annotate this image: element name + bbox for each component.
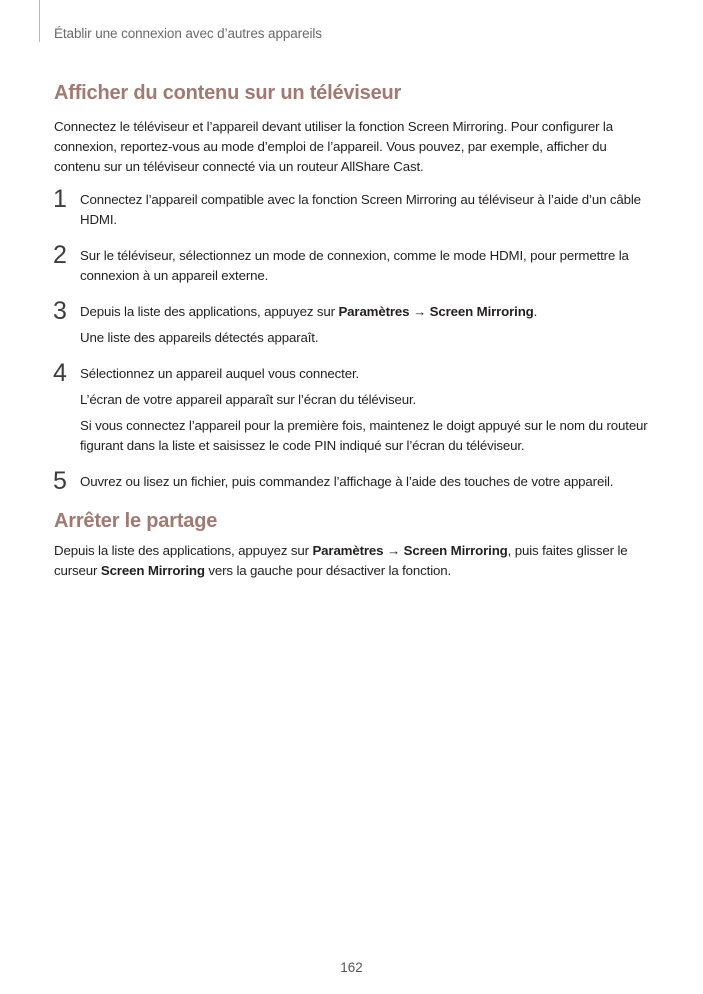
margin-rule — [39, 0, 40, 42]
step-1 — [53, 185, 654, 230]
page-content — [54, 80, 654, 581]
menu-screen-mirroring-label: Screen Mirroring — [429, 304, 534, 319]
paragraph-pre: Depuis la liste des applications, appuyez sur — [54, 543, 313, 558]
step-number: 1 — [53, 185, 67, 213]
slider-screen-mirroring-label: Screen Mirroring — [100, 563, 205, 578]
step-3 — [53, 297, 654, 348]
stop-sharing-paragraph — [54, 541, 654, 581]
step-text: Sélectionnez un appareil auquel vous connecter. — [80, 366, 360, 381]
step-number: 4 — [53, 359, 67, 387]
menu-settings-label: Paramètres — [338, 304, 410, 319]
arrow-glyph: → — [383, 543, 404, 558]
step-text: Connectez l’appareil compatible avec la fonction Screen Mirroring au téléviseur à l’aide d’un câble HDMI. — [80, 192, 641, 227]
step-text: Ouvrez ou lisez un fichier, puis commandez l’affichage à l’aide des touches de votre appareil. — [80, 474, 614, 489]
step-4 — [53, 359, 654, 456]
step-subtext: Si vous connectez l’appareil pour la première fois, maintenez le doigt appuyé sur le nom du routeur figurant dans la liste et saisissez le code PIN indiqué sur l’écran du téléviseur. — [80, 418, 648, 453]
section-title-stop-sharing: Arrêter le partage — [54, 510, 218, 532]
steps-list — [53, 185, 654, 495]
arrow-glyph: → — [409, 304, 430, 319]
step-text — [80, 302, 654, 322]
paragraph-post: vers la gauche pour désactiver la fonction. — [204, 563, 452, 578]
menu-settings-label: Paramètres — [312, 543, 384, 558]
step-number: 5 — [53, 467, 67, 495]
step-number: 3 — [53, 297, 67, 325]
intro-paragraph: Connectez le téléviseur et l’appareil devant utiliser la fonction Screen Mirroring. Pour configurer la connexion, reportez-vous au mode d’emploi de l’appareil. Vous pouvez, par exemple, afficher du contenu sur un téléviseur connecté via un routeur AllShare Cast. — [54, 119, 613, 174]
menu-screen-mirroring-label: Screen Mirroring — [403, 543, 508, 558]
step-2 — [53, 241, 654, 286]
step-subtext: L’écran de votre appareil apparaît sur l’écran du téléviseur. — [80, 392, 417, 407]
section-title-display-content: Afficher du contenu sur un téléviseur — [54, 82, 402, 104]
step-text: Sur le téléviseur, sélectionnez un mode de connexion, comme le mode HDMI, pour permettre la connexion à un appareil externe. — [80, 248, 629, 283]
running-header: Établir une connexion avec d’autres appareils — [54, 26, 322, 41]
step-text-pre: Depuis la liste des applications, appuyez sur — [80, 304, 339, 319]
step-number: 2 — [53, 241, 67, 269]
page-number: 162 — [340, 960, 363, 975]
step-text-post: . — [533, 304, 538, 319]
step-5 — [53, 467, 654, 495]
step-subtext: Une liste des appareils détectés apparaît. — [80, 330, 319, 345]
paragraph-mid: , puis faites glisser le curseur — [54, 543, 628, 578]
